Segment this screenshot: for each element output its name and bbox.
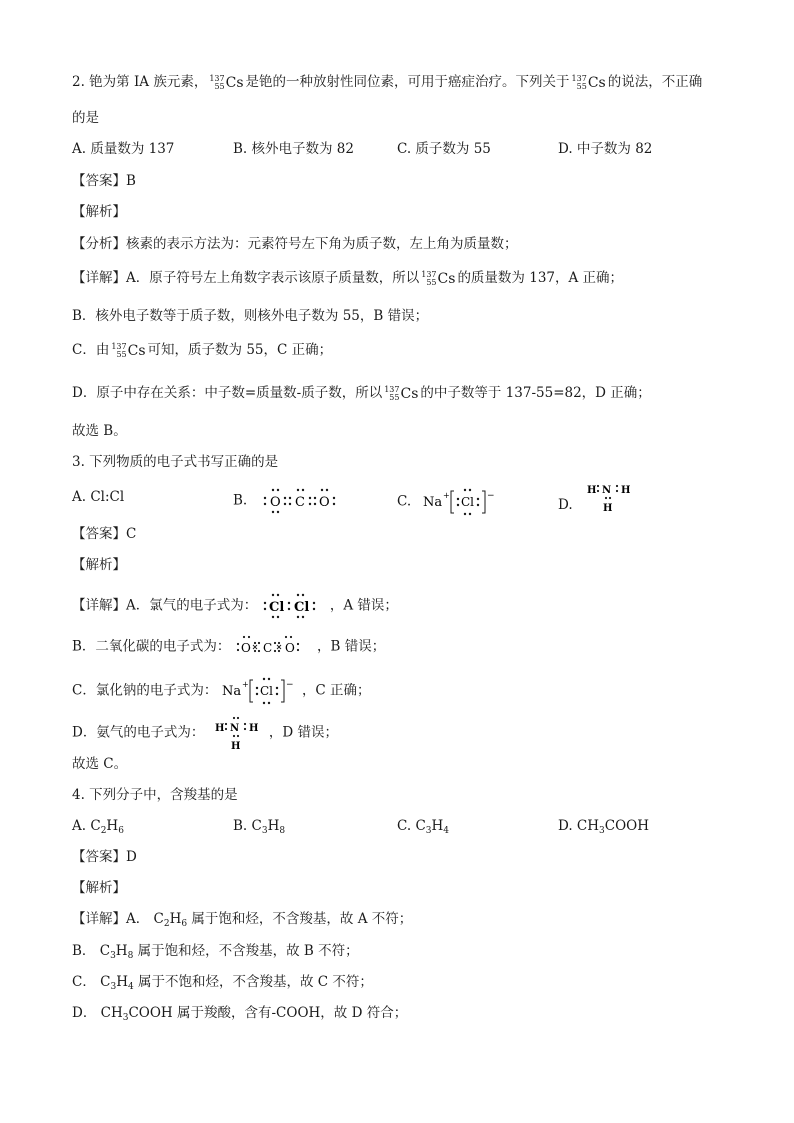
nh3c-h2: H xyxy=(248,723,259,734)
q4-analysis-label: 【解析】 xyxy=(72,880,126,896)
q2-stem-line2: 的是 xyxy=(72,110,99,126)
q2-answer: 【答案】B xyxy=(72,173,136,189)
cl2-cl1: Cl xyxy=(268,600,284,615)
q3-option-a: A. Cl:Cl xyxy=(72,489,125,505)
nuclide-atomic: 55 xyxy=(214,81,225,91)
q3-option-c-label: C. xyxy=(397,493,412,510)
q2-detail-d-text1: D．原子中存在关系：中子数=质量数-质子数，所以 xyxy=(72,385,383,401)
cl2-lewis xyxy=(262,592,326,620)
co2-o2: O xyxy=(318,495,330,510)
q3-answer: 【答案】C xyxy=(72,526,137,542)
nh3-h1: H xyxy=(586,485,597,496)
nacl-plus: + xyxy=(443,491,451,500)
nh3-h3: H xyxy=(602,503,613,514)
q3-option-d xyxy=(558,480,637,514)
cs137-nuclide xyxy=(384,384,418,404)
q2-detail-a-text1: 【详解】A．原子符号左上角数字表示该原子质量数，所以 xyxy=(72,270,420,286)
nuclide-symbol: Cs xyxy=(437,270,456,287)
co2-o1: O xyxy=(269,495,281,510)
nuclide-atomic: 55 xyxy=(389,392,400,402)
nacl-cl: Cl xyxy=(461,495,475,509)
co2-lewis-svg xyxy=(260,487,340,515)
q3-detail-a-text1: 【详解】A．氯气的电子式为： xyxy=(72,597,258,614)
q4-option-c: C. $C_3H_4$ xyxy=(397,818,450,836)
cl2-lewis-svg xyxy=(262,592,326,620)
nh3-lewis-correct xyxy=(215,714,265,752)
q4-option-d: D. $CH_3COOH$ xyxy=(558,818,650,836)
co2-lewis-correct-svg xyxy=(235,633,313,661)
cs137-nuclide xyxy=(209,73,243,93)
co2c-o2: O xyxy=(284,641,295,655)
q2-stem-part2: 是铯的一种放射性同位素，可用于癌症治疗。下列关于 xyxy=(245,74,570,90)
q4-detail-c: C． $C_3H_4$ 属于不饱和烃，不含羧基，故 C 不符； xyxy=(72,974,373,992)
nacl-na: Na xyxy=(423,495,443,510)
q3-detail-d-text1: D．氨气的电子式为： xyxy=(72,724,205,741)
q3-conclusion: 故选 C。 xyxy=(72,756,128,772)
nuclide-symbol: Cs xyxy=(225,74,244,91)
co2c-o1: O xyxy=(240,641,251,655)
nuclide-symbol: Cs xyxy=(127,342,146,359)
q2-option-b: B. 核外电子数为 82 xyxy=(233,141,354,157)
q3-detail-b-text1: B．二氧化碳的电子式为： xyxy=(72,638,231,655)
q3-option-c xyxy=(397,487,499,517)
nuclide-symbol: Cs xyxy=(587,74,606,91)
q3-option-d-label: D. xyxy=(558,496,573,513)
q4-option-b: B. $C_3H_8$ xyxy=(233,818,286,836)
q4-detail-a: 【详解】A． $C_2H_6$ 属于饱和烃，不含羧基，故 A 不符； xyxy=(72,911,413,929)
nh3-lewis-svg xyxy=(587,480,637,514)
q3-detail-b xyxy=(72,633,385,661)
nh3-n: N xyxy=(601,485,612,496)
naclc-plus: + xyxy=(241,680,249,689)
cs137-nuclide xyxy=(421,269,455,289)
q2-detail-c-text1: C．由 xyxy=(72,342,110,358)
q2-detail-d xyxy=(72,383,651,404)
nacl-lewis-correct-svg xyxy=(222,676,298,706)
nuclide-mass: 137 xyxy=(384,384,400,394)
q3-detail-c-text1: C．氯化钠的电子式为： xyxy=(72,682,218,699)
q4-detail-d: D． $CH_3COOH$ 属于羧酸，含有-COOH，故 D 符合； xyxy=(72,1005,408,1023)
q2-fenxi: 【分析】核素的表示方法为：元素符号左下角为质子数，左上角为质量数； xyxy=(72,236,518,252)
q3-option-b xyxy=(233,487,340,515)
q4-detail-b: B． $C_3H_8$ 属于饱和烃，不含羧基，故 B 不符； xyxy=(72,943,359,961)
q2-detail-c xyxy=(72,340,332,361)
nh3-h2: H xyxy=(620,485,631,496)
cs137-nuclide xyxy=(111,341,145,361)
nuclide-symbol: Cs xyxy=(400,385,419,402)
co2-c: C xyxy=(294,495,305,510)
q2-detail-a xyxy=(72,268,623,289)
q4-option-a: A. $C_2H_6$ xyxy=(72,818,124,836)
q4-stem: 4. 下列分子中，含羧基的是 xyxy=(72,787,238,803)
q3-detail-d-text2: ，D 错误； xyxy=(268,724,339,741)
co2c-c: C xyxy=(262,641,272,655)
q2-detail-b: B．核外电子数等于质子数，则核外电子数为 55，B 错误； xyxy=(72,308,429,324)
q3-analysis-label: 【解析】 xyxy=(72,557,126,573)
nuclide-mass: 137 xyxy=(421,269,437,279)
q2-option-d: D. 中子数为 82 xyxy=(558,141,653,157)
nuclide-mass: 137 xyxy=(571,73,587,83)
q2-stem xyxy=(72,72,702,93)
nacl-lewis-correct xyxy=(222,676,298,706)
q3-detail-c xyxy=(72,676,371,706)
cs137-nuclide xyxy=(572,73,606,93)
nh3-lewis-correct-svg xyxy=(215,714,265,752)
q2-stem-part1: 2. 铯为第 IA 族元素， xyxy=(72,74,208,90)
q3-option-b-label: B. xyxy=(233,492,248,509)
q3-detail-b-text2: ，B 错误； xyxy=(317,638,386,655)
q2-stem-part3: 的说法，不正确 xyxy=(607,74,703,90)
nacl-lewis xyxy=(423,487,499,517)
nh3c-h3: H xyxy=(230,741,241,752)
nuclide-atomic: 55 xyxy=(116,349,127,359)
co2-lewis-correct xyxy=(235,633,313,661)
q4-answer: 【答案】D xyxy=(72,849,137,865)
q2-detail-a-text2: 的质量数为 137，A 正确； xyxy=(457,270,624,286)
co2-lewis-wrong xyxy=(260,487,340,515)
nh3c-n: N xyxy=(229,723,239,734)
q2-conclusion: 故选 B。 xyxy=(72,423,127,439)
q3-detail-d xyxy=(72,714,338,752)
naclc-cl: Cl xyxy=(259,684,273,698)
q2-detail-c-text2: 可知，质子数为 55，C 正确； xyxy=(147,342,333,358)
cl2-cl2: Cl xyxy=(293,600,309,615)
q2-option-a: A. 质量数为 137 xyxy=(72,141,175,157)
nh3-lewis-wrong xyxy=(587,480,637,514)
q2-detail-d-text2: 的中子数等于 137-55=82，D 正确； xyxy=(420,385,651,401)
nuclide-mass: 137 xyxy=(111,341,127,351)
q3-detail-a xyxy=(72,592,398,620)
naclc-minus: − xyxy=(285,680,294,690)
q3-detail-c-text2: ，C 正确； xyxy=(301,682,371,699)
nacl-lewis-svg xyxy=(423,487,499,517)
q3-stem: 3. 下列物质的电子式书写正确的是 xyxy=(72,454,279,470)
q2-analysis-label: 【解析】 xyxy=(72,204,126,220)
nh3c-h1: H xyxy=(214,723,225,734)
nuclide-mass: 137 xyxy=(209,73,225,83)
nacl-minus: − xyxy=(487,491,495,501)
q3-detail-a-text2: ，A 错误； xyxy=(329,597,398,614)
q2-option-c: C. 质子数为 55 xyxy=(397,141,491,157)
nuclide-atomic: 55 xyxy=(576,81,587,91)
naclc-na: Na xyxy=(221,684,241,699)
nuclide-atomic: 55 xyxy=(426,277,437,287)
